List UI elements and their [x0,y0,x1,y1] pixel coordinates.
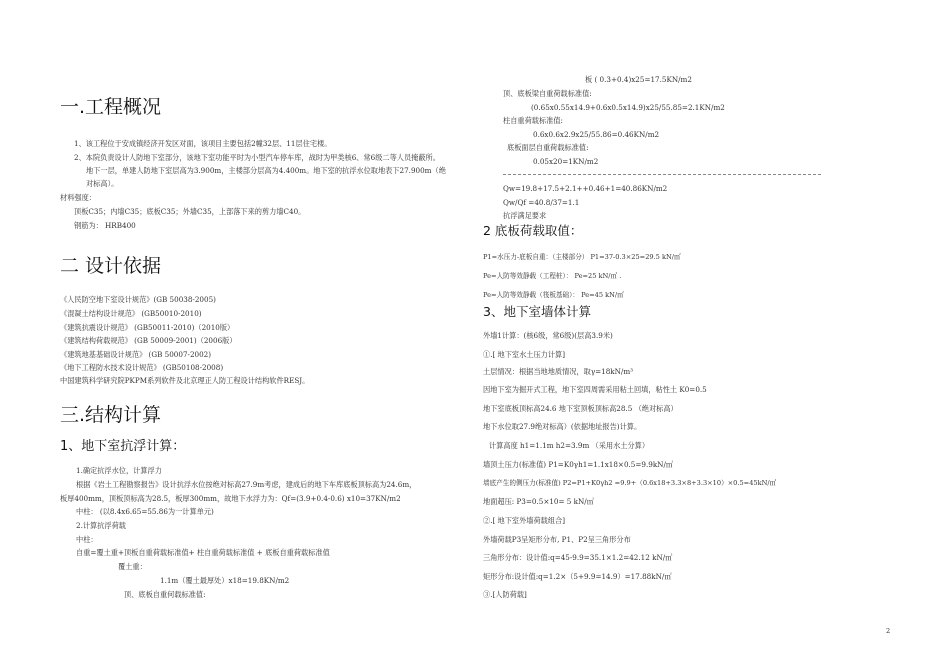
wall-line: 因地下室为掘开式工程，地下室四周需采用粘土回填，粘性土 K0=0.5 [483,385,707,394]
calc-line: 板 ( 0.3+0.4)x25=17.5KN/m2 [585,75,692,84]
basis-line: 《建筑结构荷载规范》 (GB 50009-2001)（2006版） [60,336,237,345]
wall-line: ②.[ 地下室外墙荷载组合] [483,516,566,525]
overview-line: 1、该工程位于安成镇经济开发区对面，该项目主要包括2幢32层、11层住宅楼。 [74,139,332,148]
basis-line: 《地下工程防水技术设计规范》 (GB50108-2008) [60,363,224,372]
wall-line: ①.[ 地下室水土压力计算] [483,350,566,359]
basis-line: 《建筑地基基础设计规范》 (GB 50007-2002) [60,350,212,359]
heading-basis: 二 设计依据 [60,255,162,277]
wall-line: 三角形分布：设计值:q=45-9.9=35.1×1.2=42.12 kN/㎡ [483,553,673,562]
float-line: 顶、底板自重何载标准值: [124,590,206,599]
float-line: 1.确定抗浮水位，计算浮力 [76,466,162,475]
basis-line: 《人民防空地下室设计规范》(GB 50038-2005) [60,295,216,304]
wall-line: 地面超压: P3=0.5×10= 5 kN/㎡ [483,497,594,506]
overview-line: 对标高）。 [86,179,119,188]
float-line: 中柱： [76,535,98,544]
calc-line: 0.05x20=1KN/m2 [533,157,599,166]
wall-line: 地下水位取27.9绝对标高）(依据地址报告)计算。 [483,422,642,431]
floor-line: P1=水压力-底板自重：（主楼部分） P1=37-0.3×25=29.5 kN/㎡ [483,253,681,261]
floor-line: Pe=人防等效静载（工程桩）： Pe=25 kN/㎡ . [483,272,622,280]
heading-calc: 三.结构计算 [60,404,162,426]
basis-line: 《混凝土结构设计规范》 (GB50010-2010) [60,309,202,318]
float-line: 自重=覆土重+顶板自重荷载标准值+ 柱自重荷载标准值 + 底板自重荷载标准值 [76,548,330,557]
calc-line: 0.6x0.6x2.9x25/55.86=0.46KN/m2 [533,130,660,139]
wall-line: 计算高度 h1=1.1m h2=3.9m （采用水土分算） [489,441,650,450]
float-line: 1.1m（覆土最厚处）x18=19.8KN/m2 [160,576,290,585]
calc-line: 顶、底板梁自重荷载标准值: [503,89,592,98]
calc-line: Qw=19.8+17.5+2.1++0.46+1=40.86KN/m2 [503,184,668,193]
heading-float: 1、地下室抗浮计算： [60,439,186,454]
calc-line: Qw/Qf =40.8/37=1.1 [503,198,580,207]
float-line: 根据《岩土工程勘察报告》设计抗浮水位按绝对标高27.9m考虑，建成后的地下车库底板顶标高为24.6m， [76,480,417,489]
overview-line: 钢筋为： HRB400 [74,221,136,230]
heading-overview: 一.工程概况 [60,96,162,118]
calc-line: (0.65x0.55x14.9+0.6x0.5x14.9)x25/55.85=2.1KN/m2 [531,103,725,112]
wall-line: 地下室底板顶标高24.6 地下室顶板顶标高28.5 （绝对标高） [483,404,678,413]
heading-floor-load: 2 底板荷载取值： [483,223,583,238]
float-line: 2.计算抗浮荷载 [76,521,126,530]
wall-line: 外墙荷载P3呈矩形分布, P1、P2呈三角形分布 [483,535,631,544]
page-number: 2 [886,627,891,635]
float-line: 覆土重： [118,562,147,571]
overview-line: 2、本院负责设计人防地下室部分，该地下室功能平时为小型汽车停车库，战时为甲类核6、常6级二等人员掩蔽所。 [74,153,440,162]
heading-wall: 3、地下室墙体计算 [483,304,591,319]
wall-line: 矩形分布:设计值:q=1.2×（5+9.9=14.9）=17.88kN/㎡ [483,572,672,581]
float-line: 板厚400mm，顶板顶标高为28.5，板厚300mm，故地下水浮力为：Qf=(3.9+0.4-0.6) x10=37KN/m2 [60,494,401,503]
wall-line: 外墙1计算：(核6级，常6级)(层高3.9米) [483,331,613,340]
wall-line: 土层情况：根据当地地质情况，取γ=18kN/m³ [483,367,634,376]
calc-line: 柱自重荷载标准值: [503,116,563,125]
calc-line: 抗浮满足要求 [503,211,547,220]
wall-line: 墙底产生的侧压力(标准值) P2=P1+K0γh2 =9.9+（0.6x18+3.3×8+3.3×10）×0.5=45kN/㎡ [483,479,777,487]
basis-line: 《建筑抗震设计规范》 (GB50011-2010)（2010版） [60,323,235,332]
wall-line: ③.[人防荷载] [483,590,527,599]
overview-line: 材料强度： [60,193,96,202]
basis-line: 中国建筑科学研究院PKPM系列软件及北京理正人防工程设计结构软件RESJ。 [60,376,310,385]
overview-line: 顶板C35；内墙C35；底板C35；外墙C35，上部落下来的剪力墙C40。 [74,207,306,216]
wall-line: 墙顶土压力(标准值) P1=K0γh1=1.1x18×0.5=9.9kN/㎡ [483,460,674,469]
overview-line: 地下一层，单建人防地下室层高为3.900m，主楼部分层高为4.400m。地下室的抗浮水位取地表下27.900m（绝 [86,166,446,175]
calc-line: 底板面层自重荷载标准值: [507,143,589,152]
floor-line: Pe=人防等效静载（筏板基础）： Pe=45 kN/㎡ [483,291,624,299]
dashed-divider [503,174,821,175]
float-line: 中柱： (以8.4x6.65=55.86为一计算单元) [76,507,214,516]
